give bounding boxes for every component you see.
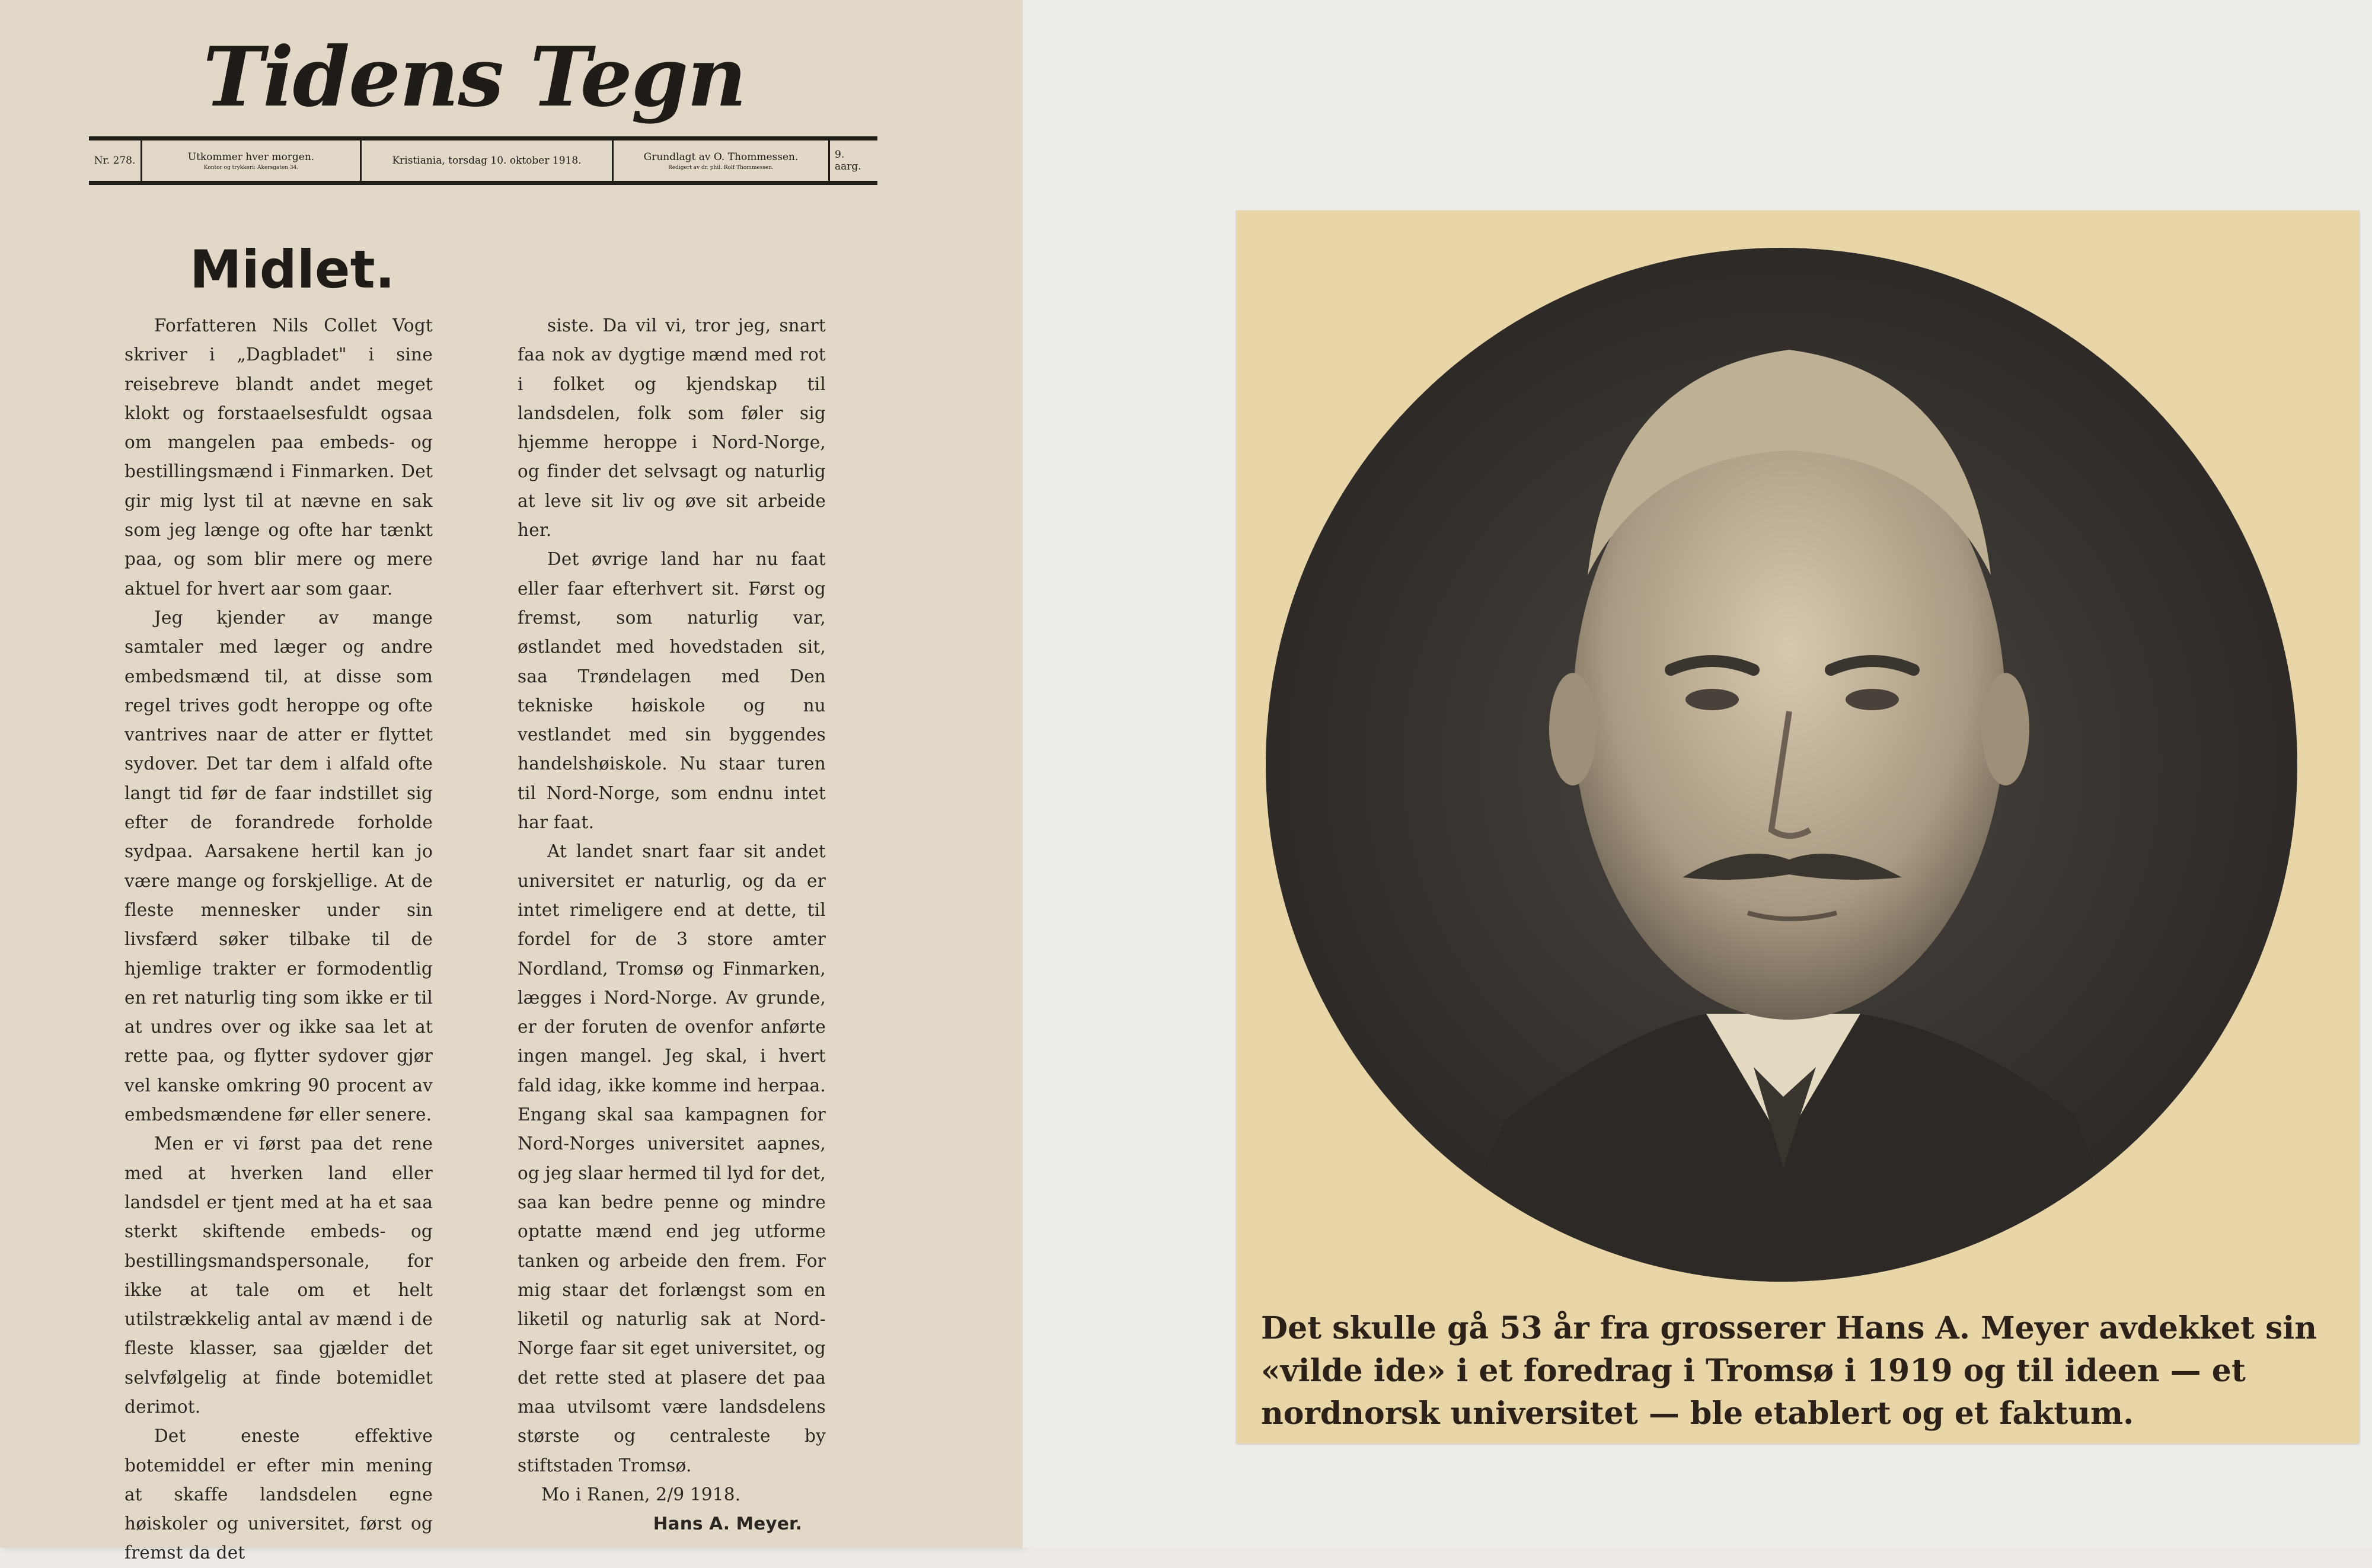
paragraph: At landet snart faar sit andet universitet er naturlig, og da er intet rimeligere end at dette, til fordel for de 3 store amter Nordland, Tromsø og Finmarken, lægges i Nord-Norge. Av grunde, er der foruten de ovenfor anførte ingen mangel. Jeg skal, i hvert fald idag, ikke komme ind herpaa. Engang skal saa kampagnen for Nord-Norges universitet aapnes, og jeg slaar hermed til lyd for det, saa kan bedre penne og mindre optatte mænd end jeg utforme tanken og arbeide den frem. For mig staar det forlængst som en liketil og naturlig sak at Nord-Norge faar sit eget universitet, og det rette sted at plasere det paa maa utvilsomt være landsdelens største og centraleste by stiftstaden Tromsø. [518, 841, 826, 1476]
volume-number: 9. aarg. [835, 149, 861, 173]
issue-number: Nr. 278. [89, 140, 142, 181]
paragraph: Det eneste effektive botemiddel er efter min mening at skaffe landsdelen egne høiskoler og universitet, først og fremst da det [124, 1426, 433, 1563]
portrait-photo [1256, 243, 2308, 1286]
newspaper-masthead-title: Tidens Tegn [203, 28, 746, 125]
clipping-caption: Det skulle gå 53 år fra grosserer Hans A. Meyer avdekket sin «vilde ide» i et foredrag i Tromsø i 1919 og til ideen — et nordnorsk universitet — ble etablert og et faktum. [1261, 1310, 2317, 1432]
article-headline: Midlet. [190, 239, 395, 300]
article-author: Hans A. Meyer. [653, 1513, 802, 1534]
masthead-info-bar [89, 136, 877, 185]
paragraph: siste. Da vil vi, tror jeg, snart faa nok av dygtige mænd med rot i folket og kjendskap til landsdelen, folk som føler sig hjemme heroppe i Nord-Norge, og finder det selvsagt og naturlig at leve sit liv og øve sit arbeide her. [518, 315, 826, 541]
paragraph: Men er vi først paa det rene med at hverken land eller landsdel er tjent med at ha et saa sterkt skiftende embeds- og bestillingsmandspersonale, for ikke at tale om et helt utilstrækkelig antal av mænd i de fleste klasser, saa gjælder det selvfølgelig at finde botemidlet derimot. [124, 1133, 433, 1417]
paragraph: Det øvrige land har nu faat eller faar efterhvert sit. Først og fremst, som naturlig var, østlandet med hovedstaden sit, saa Trøndelagen med Den tekniske høiskole og nu vestlandet med sin byggendes handelshøiskole. Nu staar turen til Nord-Norge, som endnu intet har faat. [518, 549, 826, 833]
founder-line: Grundlagt av O. Thommessen. Redigert av dr. phil. Rolf Thommessen. [614, 140, 830, 181]
dateline: Kristiania, torsdag 10. oktober 1918. [362, 140, 614, 181]
article-column-2 [518, 311, 826, 1538]
article-place-date: Mo i Ranen, 2/9 1918. [541, 1484, 741, 1505]
article-column-1 [124, 311, 433, 1568]
publication-frequency: Utkommer hver morgen. Kontor og trykkeri: Akersgaten 34. [142, 140, 362, 181]
paragraph: Jeg kjender av mange samtaler med læger og andre embedsmænd til, at disse som regel trives godt heroppe og ofte vantrives naar de atter er flyttet sydover. Det tar dem i alfald ofte langt tid før de faar indstillet sig efter de forandrede forholde sydpaa. Aarsakene hertil kan jo være mange og forskjellige. At de fleste mennesker under sin livsfærd søker tilbake til de hjemlige trakter er formodentlig en ret naturlig ting som ikke er til at undres over og ikke saa let at rette paa, og flytter sydover gjør vel kanske omkring 90 procent av embedsmændene før eller senere. [124, 607, 433, 1125]
paragraph: Forfatteren Nils Collet Vogt skriver i „Dagbladet" i sine reisebreve blandt andet meget klokt og forstaaelsesfuldt ogsaa om mangelen paa embeds- og bestillingsmænd i Finmarken. Det gir mig lyst til at nævne en sak som jeg længe og ofte har tænkt paa, og som blir mere og mere aktuel for hvert aar som gaar. [124, 315, 433, 599]
